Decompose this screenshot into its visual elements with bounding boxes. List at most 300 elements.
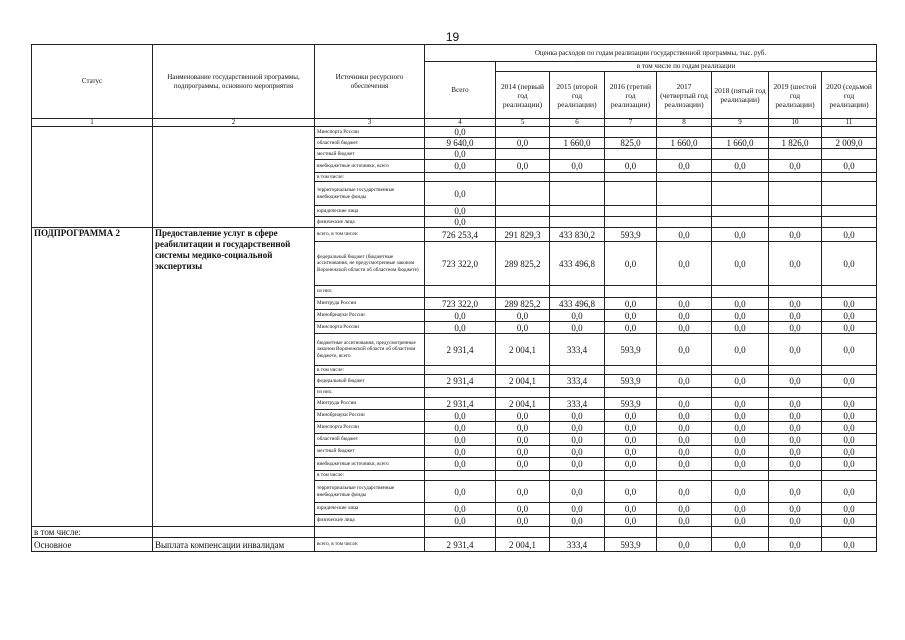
- value-cell: [769, 217, 822, 228]
- value-cell: 333,4: [550, 538, 605, 552]
- value-cell: [425, 286, 496, 298]
- value-cell: 726 253,4: [425, 228, 496, 242]
- value-cell: 0,0: [712, 410, 769, 422]
- value-cell: 2 931,4: [425, 375, 496, 388]
- source-cell: федеральный бюджет: [315, 375, 425, 388]
- value-cell: 0,0: [822, 481, 877, 503]
- empty-cell: [496, 527, 550, 538]
- source-cell: из них:: [315, 286, 425, 298]
- value-cell: 0,0: [822, 410, 877, 422]
- value-cell: 0,0: [496, 434, 550, 446]
- source-cell: местный бюджет: [315, 446, 425, 458]
- value-cell: [550, 217, 605, 228]
- header-year: 2020 (седьмой год реализации): [822, 72, 877, 119]
- value-cell: [657, 206, 712, 217]
- value-cell: 0,0: [605, 242, 657, 286]
- value-cell: [550, 206, 605, 217]
- source-cell: Минспорта России: [315, 127, 425, 138]
- source-cell: местный бюджет: [315, 149, 425, 160]
- page-number: 19: [445, 30, 460, 44]
- value-cell: [769, 173, 822, 182]
- value-cell: [822, 286, 877, 298]
- value-cell: 0,0: [769, 410, 822, 422]
- value-cell: [822, 149, 877, 160]
- empty-cell: [822, 527, 877, 538]
- value-cell: 1 660,0: [550, 138, 605, 149]
- value-cell: [822, 388, 877, 398]
- source-cell: Минтруда России: [315, 298, 425, 310]
- value-cell: 0,0: [769, 481, 822, 503]
- empty-cell: [657, 527, 712, 538]
- value-cell: 0,0: [605, 422, 657, 434]
- value-cell: 0,0: [605, 310, 657, 322]
- value-cell: 0,0: [550, 322, 605, 334]
- value-cell: 0,0: [605, 503, 657, 515]
- value-cell: 2 931,4: [425, 538, 496, 552]
- value-cell: [496, 471, 550, 481]
- header-total: Всего: [425, 62, 496, 119]
- value-cell: [550, 366, 605, 375]
- value-cell: 0,0: [550, 481, 605, 503]
- value-cell: [712, 388, 769, 398]
- value-cell: 0,0: [550, 503, 605, 515]
- value-cell: 0,0: [425, 149, 496, 160]
- value-cell: 0,0: [822, 538, 877, 552]
- empty-cell: [315, 527, 425, 538]
- value-cell: 723 322,0: [425, 242, 496, 286]
- value-cell: 291 829,3: [496, 228, 550, 242]
- source-cell: Минобрнауки России: [315, 410, 425, 422]
- value-cell: [657, 366, 712, 375]
- value-cell: 0,0: [425, 458, 496, 471]
- column-numbers-row: [32, 119, 877, 127]
- value-cell: [550, 182, 605, 206]
- value-cell: 0,0: [425, 422, 496, 434]
- header-year: 2018 (пятый год реализации): [712, 72, 769, 119]
- value-cell: 0,0: [496, 458, 550, 471]
- value-cell: 0,0: [769, 334, 822, 366]
- value-cell: [550, 286, 605, 298]
- value-cell: [496, 217, 550, 228]
- value-cell: 0,0: [425, 503, 496, 515]
- value-cell: 0,0: [550, 410, 605, 422]
- value-cell: 2 004,1: [496, 398, 550, 410]
- value-cell: [822, 173, 877, 182]
- empty-cell: [550, 527, 605, 538]
- value-cell: 0,0: [425, 322, 496, 334]
- value-cell: [769, 149, 822, 160]
- value-cell: [712, 206, 769, 217]
- value-cell: 0,0: [769, 375, 822, 388]
- column-number: 5: [496, 119, 550, 127]
- value-cell: 0,0: [769, 322, 822, 334]
- empty-cell: [769, 527, 822, 538]
- value-cell: 0,0: [712, 322, 769, 334]
- source-cell: областной бюджет: [315, 434, 425, 446]
- value-cell: 0,0: [657, 410, 712, 422]
- value-cell: 0,0: [822, 160, 877, 173]
- value-cell: [425, 471, 496, 481]
- source-cell: территориальные государственные внебюджетные фонды: [315, 481, 425, 503]
- value-cell: 0,0: [822, 375, 877, 388]
- value-cell: [550, 388, 605, 398]
- value-cell: 0,0: [496, 481, 550, 503]
- column-number: 2: [153, 119, 315, 127]
- value-cell: [822, 471, 877, 481]
- value-cell: 0,0: [496, 410, 550, 422]
- value-cell: 0,0: [657, 515, 712, 527]
- value-cell: 0,0: [657, 310, 712, 322]
- empty-cell: [153, 527, 315, 538]
- value-cell: [712, 286, 769, 298]
- value-cell: 0,0: [769, 242, 822, 286]
- value-cell: [496, 182, 550, 206]
- header-status: Статус: [32, 45, 153, 119]
- empty-cell: [712, 527, 769, 538]
- value-cell: 0,0: [822, 298, 877, 310]
- header-year: 2019 (шестой год реализации): [769, 72, 822, 119]
- header-year: 2015 (второй год реализации): [550, 72, 605, 119]
- value-cell: 0,0: [550, 310, 605, 322]
- value-cell: [712, 217, 769, 228]
- value-cell: [496, 366, 550, 375]
- value-cell: 593,9: [605, 398, 657, 410]
- header-estimate: Оценка расходов по годам реализации государственной программы, тыс. руб.: [425, 45, 877, 62]
- value-cell: 0,0: [657, 422, 712, 434]
- value-cell: [605, 217, 657, 228]
- value-cell: [425, 388, 496, 398]
- value-cell: [605, 149, 657, 160]
- value-cell: 825,0: [605, 138, 657, 149]
- value-cell: 0,0: [712, 242, 769, 286]
- value-cell: 0,0: [712, 538, 769, 552]
- value-cell: 593,9: [605, 375, 657, 388]
- value-cell: 0,0: [769, 458, 822, 471]
- column-number: 7: [605, 119, 657, 127]
- value-cell: 0,0: [425, 310, 496, 322]
- source-cell: в том числе:: [315, 366, 425, 375]
- value-cell: [657, 149, 712, 160]
- value-cell: 2 004,1: [496, 375, 550, 388]
- source-cell: внебюджетные источники, всего: [315, 160, 425, 173]
- value-cell: [657, 182, 712, 206]
- column-number: 4: [425, 119, 496, 127]
- value-cell: [496, 206, 550, 217]
- incl-label: в том числе:: [32, 527, 153, 538]
- source-cell: внебюджетные источники, всего: [315, 458, 425, 471]
- value-cell: 0,0: [822, 503, 877, 515]
- value-cell: [657, 217, 712, 228]
- value-cell: [822, 217, 877, 228]
- source-cell: физические лица: [315, 515, 425, 527]
- value-cell: 2 009,0: [822, 138, 877, 149]
- source-cell: физические лица: [315, 217, 425, 228]
- value-cell: 0,0: [712, 375, 769, 388]
- value-cell: 0,0: [425, 515, 496, 527]
- value-cell: 0,0: [822, 322, 877, 334]
- source-cell: всего, в том числе:: [315, 228, 425, 242]
- budget-table: [31, 44, 877, 552]
- value-cell: [769, 206, 822, 217]
- source-cell: юридические лица: [315, 503, 425, 515]
- value-cell: 0,0: [769, 503, 822, 515]
- value-cell: [496, 388, 550, 398]
- value-cell: 0,0: [425, 217, 496, 228]
- value-cell: 0,0: [769, 160, 822, 173]
- value-cell: 0,0: [605, 434, 657, 446]
- header-incl-years: в том числе по годам реализации: [496, 62, 877, 72]
- column-number: 1: [32, 119, 153, 127]
- table-row: [32, 527, 877, 538]
- column-number: 8: [657, 119, 712, 127]
- source-cell: Минтруда России: [315, 398, 425, 410]
- value-cell: [712, 182, 769, 206]
- source-cell: из них:: [315, 388, 425, 398]
- value-cell: 0,0: [550, 422, 605, 434]
- value-cell: [822, 182, 877, 206]
- value-cell: 0,0: [822, 422, 877, 434]
- value-cell: 0,0: [425, 410, 496, 422]
- value-cell: [550, 471, 605, 481]
- source-cell: Минобрнауки России: [315, 310, 425, 322]
- value-cell: 0,0: [769, 398, 822, 410]
- value-cell: [769, 388, 822, 398]
- status-cell: [32, 127, 153, 228]
- value-cell: 0,0: [712, 458, 769, 471]
- subprogram-status: ПОДПРОГРАММА 2: [32, 228, 153, 527]
- value-cell: 0,0: [712, 160, 769, 173]
- value-cell: 0,0: [496, 503, 550, 515]
- value-cell: [657, 388, 712, 398]
- value-cell: 0,0: [712, 422, 769, 434]
- value-cell: 0,0: [712, 515, 769, 527]
- value-cell: 2 004,1: [496, 334, 550, 366]
- value-cell: 0,0: [712, 298, 769, 310]
- value-cell: 0,0: [822, 434, 877, 446]
- value-cell: [605, 127, 657, 138]
- value-cell: 0,0: [657, 160, 712, 173]
- value-cell: 9 640,0: [425, 138, 496, 149]
- value-cell: [496, 127, 550, 138]
- value-cell: 433 496,8: [550, 242, 605, 286]
- value-cell: [822, 206, 877, 217]
- value-cell: 0,0: [496, 322, 550, 334]
- final-name: Выплата компенсации инвалидам: [153, 538, 315, 552]
- value-cell: 0,0: [605, 446, 657, 458]
- value-cell: 0,0: [657, 398, 712, 410]
- table-row: [32, 127, 877, 138]
- value-cell: 0,0: [425, 127, 496, 138]
- value-cell: 1 660,0: [657, 138, 712, 149]
- value-cell: [496, 286, 550, 298]
- value-cell: [605, 182, 657, 206]
- value-cell: 0,0: [769, 298, 822, 310]
- value-cell: 0,0: [657, 503, 712, 515]
- column-number: 9: [712, 119, 769, 127]
- value-cell: 593,9: [605, 334, 657, 366]
- source-cell: Минспорта России: [315, 422, 425, 434]
- value-cell: 593,9: [605, 228, 657, 242]
- value-cell: 0,0: [657, 446, 712, 458]
- source-cell: бюджетные ассигнования, предусмотренные законом Воронежской области об областном бюджете, всего: [315, 334, 425, 366]
- source-cell: в том числе:: [315, 173, 425, 182]
- value-cell: 333,4: [550, 334, 605, 366]
- source-cell: Минспорта России: [315, 322, 425, 334]
- value-cell: [769, 366, 822, 375]
- value-cell: 289 825,2: [496, 242, 550, 286]
- value-cell: [496, 149, 550, 160]
- value-cell: 0,0: [425, 206, 496, 217]
- header-year: 2014 (первый год реализации): [496, 72, 550, 119]
- name-cell: [153, 127, 315, 228]
- value-cell: 0,0: [425, 182, 496, 206]
- value-cell: 0,0: [496, 138, 550, 149]
- value-cell: [605, 173, 657, 182]
- value-cell: 0,0: [605, 160, 657, 173]
- value-cell: 0,0: [496, 515, 550, 527]
- value-cell: 0,0: [769, 310, 822, 322]
- column-number: 6: [550, 119, 605, 127]
- value-cell: [605, 286, 657, 298]
- value-cell: 0,0: [425, 481, 496, 503]
- value-cell: 0,0: [712, 446, 769, 458]
- value-cell: 0,0: [550, 458, 605, 471]
- value-cell: [712, 149, 769, 160]
- value-cell: [769, 286, 822, 298]
- value-cell: [605, 366, 657, 375]
- value-cell: 0,0: [769, 538, 822, 552]
- value-cell: 0,0: [822, 398, 877, 410]
- value-cell: [550, 149, 605, 160]
- value-cell: 2 931,4: [425, 398, 496, 410]
- value-cell: [657, 286, 712, 298]
- empty-cell: [605, 527, 657, 538]
- value-cell: 0,0: [712, 434, 769, 446]
- value-cell: 0,0: [425, 446, 496, 458]
- value-cell: [822, 127, 877, 138]
- value-cell: 0,0: [822, 446, 877, 458]
- value-cell: 0,0: [605, 515, 657, 527]
- value-cell: [657, 127, 712, 138]
- value-cell: 0,0: [657, 375, 712, 388]
- value-cell: 0,0: [712, 481, 769, 503]
- value-cell: 333,4: [550, 375, 605, 388]
- value-cell: 0,0: [496, 310, 550, 322]
- value-cell: 0,0: [769, 228, 822, 242]
- empty-cell: [425, 527, 496, 538]
- value-cell: 0,0: [657, 458, 712, 471]
- value-cell: 0,0: [712, 398, 769, 410]
- value-cell: 0,0: [769, 434, 822, 446]
- value-cell: 0,0: [605, 458, 657, 471]
- value-cell: [769, 127, 822, 138]
- subprogram-name: Предоставление услуг в сфере реабилитации и государственной системы медико-социальной экспертизы: [153, 228, 315, 527]
- value-cell: [657, 173, 712, 182]
- table-row: [32, 228, 877, 242]
- value-cell: 0,0: [425, 160, 496, 173]
- source-cell: в том числе:: [315, 471, 425, 481]
- header-year: 2016 (третий год реализации): [605, 72, 657, 119]
- value-cell: 0,0: [769, 446, 822, 458]
- source-cell: юридические лица: [315, 206, 425, 217]
- value-cell: 0,0: [657, 322, 712, 334]
- value-cell: [605, 388, 657, 398]
- value-cell: 0,0: [605, 481, 657, 503]
- value-cell: [769, 471, 822, 481]
- value-cell: 0,0: [496, 446, 550, 458]
- header-sources: Источники ресурсного обеспечения: [315, 45, 425, 119]
- value-cell: 1 660,0: [712, 138, 769, 149]
- value-cell: 0,0: [657, 538, 712, 552]
- value-cell: [657, 471, 712, 481]
- column-number: 3: [315, 119, 425, 127]
- value-cell: [712, 173, 769, 182]
- value-cell: 0,0: [605, 322, 657, 334]
- value-cell: [605, 471, 657, 481]
- value-cell: 0,0: [605, 410, 657, 422]
- value-cell: 0,0: [769, 422, 822, 434]
- value-cell: [550, 127, 605, 138]
- value-cell: [425, 173, 496, 182]
- value-cell: 0,0: [822, 515, 877, 527]
- column-number: 11: [822, 119, 877, 127]
- value-cell: 433 830,2: [550, 228, 605, 242]
- value-cell: 2 004,1: [496, 538, 550, 552]
- value-cell: 0,0: [550, 160, 605, 173]
- value-cell: 723 322,0: [425, 298, 496, 310]
- value-cell: 0,0: [712, 228, 769, 242]
- column-number: 10: [769, 119, 822, 127]
- value-cell: 0,0: [822, 242, 877, 286]
- value-cell: 2 931,4: [425, 334, 496, 366]
- value-cell: 0,0: [712, 503, 769, 515]
- header-name: Наименование государственной программы, подпрограммы, основного мероприятия: [153, 45, 315, 119]
- source-cell: федеральный бюджет (бюджетные ассигнования, не предусмотренные законом Воронежской области об областном бюджете): [315, 242, 425, 286]
- value-cell: 0,0: [605, 298, 657, 310]
- value-cell: 0,0: [657, 481, 712, 503]
- value-cell: 333,4: [550, 398, 605, 410]
- value-cell: 0,0: [657, 228, 712, 242]
- value-cell: 0,0: [657, 298, 712, 310]
- value-cell: [712, 366, 769, 375]
- table-row: [32, 538, 877, 552]
- value-cell: 0,0: [822, 458, 877, 471]
- value-cell: 593,9: [605, 538, 657, 552]
- final-status: Основное: [32, 538, 153, 552]
- value-cell: [712, 127, 769, 138]
- source-cell: территориальные государственные внебюджетные фонды: [315, 182, 425, 206]
- value-cell: [425, 366, 496, 375]
- header-year: 2017 (четвертый год реализации): [657, 72, 712, 119]
- value-cell: [550, 173, 605, 182]
- value-cell: 0,0: [657, 434, 712, 446]
- value-cell: 289 825,2: [496, 298, 550, 310]
- value-cell: [605, 206, 657, 217]
- value-cell: 0,0: [496, 160, 550, 173]
- value-cell: [712, 471, 769, 481]
- value-cell: [769, 182, 822, 206]
- value-cell: 1 826,0: [769, 138, 822, 149]
- value-cell: 433 496,8: [550, 298, 605, 310]
- source-cell: областной бюджет: [315, 138, 425, 149]
- value-cell: [822, 366, 877, 375]
- value-cell: 0,0: [712, 334, 769, 366]
- value-cell: 0,0: [550, 434, 605, 446]
- value-cell: 0,0: [657, 334, 712, 366]
- value-cell: 0,0: [712, 310, 769, 322]
- value-cell: 0,0: [657, 242, 712, 286]
- value-cell: 0,0: [496, 422, 550, 434]
